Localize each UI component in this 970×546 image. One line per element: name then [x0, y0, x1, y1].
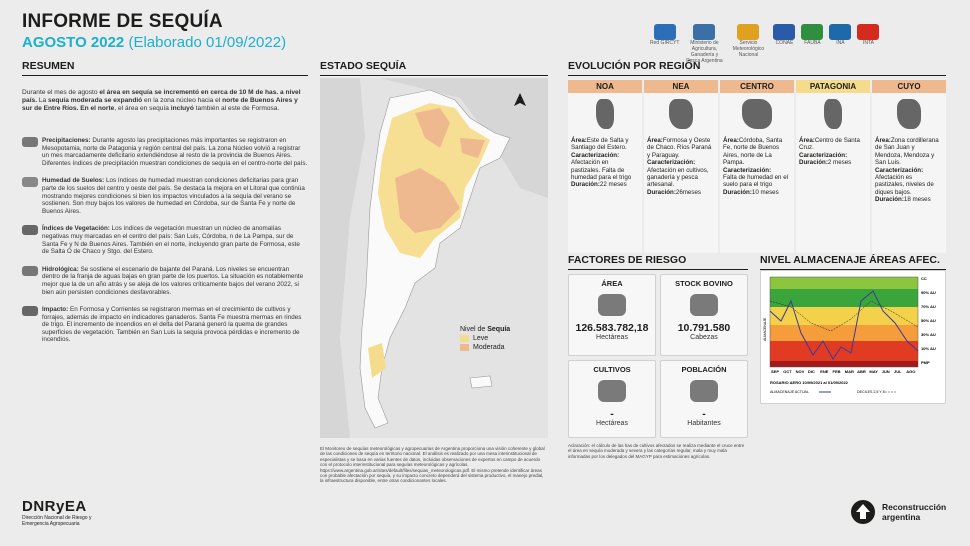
factor-head: CULTIVOS	[593, 365, 631, 374]
reconstruccion-logo	[850, 499, 946, 525]
region-dur-text: 2 meses	[827, 159, 852, 167]
resumen-title: RESUMEN	[22, 60, 308, 76]
cow-icon	[690, 294, 718, 316]
logo-name: Servicio Meteorológico Nacional	[732, 40, 765, 58]
region-details	[720, 135, 794, 253]
region-area-text: Centro de Santa Cruz.	[799, 137, 860, 152]
chart-month-label: MAR	[844, 369, 854, 374]
region-area-text: Formosa y Oeste de Chaco. Ríos Paraná y Paraguay.	[647, 137, 712, 159]
dnryea-logo	[22, 498, 91, 527]
chart-level-label: PMP	[921, 360, 930, 365]
chart-level-label: 50% AU	[921, 318, 936, 323]
resumen-item	[22, 266, 308, 296]
almacenaje-title: NIVEL ALMACENAJE ÁREAS AFEC.	[760, 254, 946, 270]
map-legend	[460, 326, 510, 351]
resumen-item	[22, 225, 308, 255]
partner-logos	[650, 20, 960, 64]
factor-unit: Hectáreas	[596, 420, 628, 427]
region-carac-text: Afectación es pastizales, niveles de diques bajos.	[875, 174, 934, 196]
trees-icon	[598, 294, 626, 316]
region-name: CUYO	[872, 80, 946, 93]
factor-card	[660, 274, 748, 356]
resumen-item-body: Se sostiene el escenario de bajante del Paraná. Los niveles se encuentran dentro de la franja de aguas bajas en gran parte de los puertos. La situación es notablemente mejor que la de un año atrás y se aleja de los valores críticamente bajos del verano 2022, si bien aún persisten condiciones desfavorables.	[42, 265, 304, 296]
region-name: NEA	[644, 80, 718, 93]
drought-map	[320, 78, 548, 438]
chart-month-label: NOV	[795, 369, 805, 374]
legend-item	[460, 335, 510, 342]
soil-icon	[22, 177, 38, 187]
region-dur-label: Duración:	[723, 188, 752, 196]
region-area-label: Área:	[799, 137, 815, 144]
region-cuyo	[872, 80, 946, 253]
region-map-icon	[720, 93, 794, 135]
chart-level-label: 70% AU	[921, 304, 936, 309]
logo-name: INA	[836, 40, 845, 46]
chart-caption: ROSARIO AERO 10/09/2021 al 01/09/2022	[770, 380, 848, 385]
factor-card	[660, 360, 748, 438]
region-details	[644, 135, 718, 253]
resumen-item	[22, 306, 308, 344]
chart-level-label: 10% AU	[921, 346, 936, 351]
legend-item	[460, 344, 510, 351]
region-map-icon	[872, 93, 946, 135]
chart-month-label: MAY	[869, 369, 878, 374]
resumen-item-label: Hidrológica:	[42, 265, 79, 273]
up-arrow-icon	[850, 499, 876, 525]
legend-title: Nivel de Sequía	[460, 326, 511, 333]
chart-level-label: 90% AU	[921, 290, 936, 295]
factor-unit: Habitantes	[687, 420, 721, 427]
region-centro	[720, 80, 794, 253]
resumen-section	[22, 60, 308, 344]
factor-head: ÁREA	[601, 279, 623, 288]
region-carac-text: Falta de humedad en el suelo para el trigo	[723, 174, 789, 189]
logo-mark-icon	[829, 24, 851, 40]
resumen-item	[22, 137, 308, 167]
logo-mark-icon	[801, 24, 823, 40]
page-subtitle: AGOSTO 2022 (Elaborado 01/09/2022)	[22, 34, 287, 51]
chart-month-label: FEB	[832, 369, 841, 374]
region-details	[796, 135, 870, 253]
chart-month-label: SEP	[771, 369, 780, 374]
region-map-icon	[568, 93, 642, 135]
chart-month-label: OCT	[783, 369, 792, 374]
chart-level-label: CC	[921, 276, 927, 281]
legend-label: Moderada	[473, 344, 505, 351]
region-patagonia	[796, 80, 870, 253]
people-icon	[690, 380, 718, 402]
factor-card	[568, 360, 656, 438]
dnryea-brand: DNRyEA	[22, 498, 87, 515]
region-dur-text: 18 meses	[903, 196, 931, 204]
page-title: INFORME DE SEQUÍA	[22, 11, 223, 32]
region-dur-label: Duración:	[875, 196, 904, 204]
resumen-intro: Durante el mes de agosto el área en sequía se incrementó en cerca de 10 M de has. a nivel país. La sequía moderada se expandió en la zona núcleo hacia el norte de Buenos Aires y sur de Entre Ríos. En el norte, el área en sequía incluyó también al este de Formosa.	[22, 89, 301, 112]
region-dur-text: 10 meses	[751, 188, 779, 196]
vegetation-icon	[22, 225, 38, 235]
region-carac-text: Afectación en cultivos, ganadería y pesca artesanal.	[647, 166, 709, 189]
factor-unit: Hectáreas	[596, 334, 628, 341]
region-carac-text: Afectación en pastizales. Falta de humedad para el trigo	[571, 159, 632, 182]
chart-month-label: DIC	[807, 369, 815, 374]
chart-month-label: ENE	[820, 369, 829, 374]
resumen-item-text	[42, 266, 308, 296]
reconstruccion-line1: Reconstrucción	[882, 502, 947, 512]
resumen-item-body: En Formosa y Corrientes se registraron mermas en el crecimiento de cultivos y forrajes, además de impacto en indicadores ganaderos. Santa Fe muestra mermas en rindes de trigo. El incremento de incendios en el delta del Paraná generó la quema de grandes superficies de vegetación. También en San Luis la sequía provoca pérdidas e incremento de incendios.	[42, 306, 302, 344]
resumen-item-body: Los índices de vegetación muestran un núcleo de anomalías negativas muy marcadas en el centro del país: San Luis, Córdoba, n de La Pampa, sur de Santa Fe y N de Buenos Aires. También en el norte, incluyendo gran parte de Formosa, este de Salta O de Chaco y Stgo. del Estero.	[42, 225, 300, 256]
legend-label: Leve	[473, 335, 489, 342]
dnryea-sub2: Emergencia Agropecuaria	[22, 521, 80, 527]
region-dur-label: Duración:	[571, 181, 600, 189]
region-details	[568, 135, 642, 253]
logo-mark-icon	[654, 24, 676, 40]
wheat-icon	[598, 380, 626, 402]
almacenaje-chart-card	[760, 270, 946, 404]
legend-swatch	[460, 335, 469, 342]
factor-head: POBLACIÓN	[681, 365, 727, 374]
legend-swatch	[460, 344, 469, 351]
resumen-item-text	[42, 225, 308, 255]
estado-section	[320, 60, 548, 76]
logo-mark-icon	[773, 24, 795, 40]
almacenaje-chart	[761, 271, 947, 405]
logo-name: Red GIRCYT	[650, 40, 680, 46]
chart-month-label: JUN	[881, 369, 890, 374]
logo-name: CONAE	[775, 40, 794, 46]
resumen-item-label: Precipitaciones:	[42, 137, 91, 144]
chart-ylabel: ALMACENAJE	[763, 317, 767, 341]
resumen-item-text	[42, 137, 308, 167]
resumen-item-body: Durante agosto las precipitaciones más importantes se registraron en Mesopotamia, norte de Patagonia y región central del país. La zona Núcleo volvió a registrar un mes marcadamente deficitario extendiéndose al resto de la provincia de Buenos Aires. Diferentes índices de precipitación muestran condiciones de sequía en el centro-norte del país.	[42, 137, 308, 167]
region-carac-label: Caracterización:	[799, 151, 848, 159]
partner-logo	[829, 24, 851, 46]
region-name: NOA	[568, 80, 642, 93]
region-carac-label: Caracterización:	[875, 166, 924, 174]
methodology-footnote: El Monitoreo de sequías meteorológicas y agropecuarias de Argentina proporciona una visión coherente y global de las condiciones de sequía en territorio nacional. El análisis es realizado por una mesa interinstitucional de especialistas y se basa en varias fuentes de datos, incluidas observaciones de expertos en campo de acuerdo con el protocolo interinstitucional para seguías meteorológicas y agrícolas. https://www.argentina.gob.ar/sites/default/files/sequias_meteorologicas.pdf. El mismo pretende identificar áreas con probable afectación por sequía, y su impacto concreto dependerá del sistema productivo, el manejo predial, la infraestructura disponible, entre otras condicionantes locales.	[320, 446, 545, 484]
resumen-item-text	[42, 306, 308, 344]
region-carac-label: Caracterización:	[723, 166, 772, 174]
legend-deciles-label: DECILES 2,5 Y 8	[857, 390, 885, 394]
factor-value: -	[610, 408, 614, 420]
factor-value: -	[702, 408, 706, 420]
partner-logo	[685, 24, 723, 64]
region-nea	[644, 80, 718, 253]
logo-name: Ministerio de Agricultura, Ganadería y Pesca Argentina	[686, 40, 723, 64]
logo-mark-icon	[857, 24, 879, 40]
factor-unit: Cabezas	[690, 334, 718, 341]
estado-title: ESTADO SEQUÍA	[320, 60, 548, 76]
dnryea-sub1: Dirección Nacional de Riesgo y	[22, 515, 92, 521]
region-details	[872, 135, 946, 253]
factores-note: Aclaración: el cálculo de las has de cultivos afectados se realiza mediante el cruce entre el área en sequía moderada y severa y las categorías regular, mala y muy mala informadas por los delegados del MAGYP para estimaciones agrícolas.	[568, 443, 745, 459]
region-map-icon	[644, 93, 718, 135]
chart-month-label: JUL	[894, 369, 902, 374]
partner-logo	[857, 24, 879, 46]
region-dur-text: 22 meses	[599, 181, 627, 189]
partner-logo	[650, 24, 679, 46]
region-area-text: Córdoba, Santa Fe, norte de Buenos Aires, norte de La Pampa.	[723, 137, 783, 167]
region-map-icon	[796, 93, 870, 135]
partner-logo	[729, 24, 767, 58]
region-dur-label: Duración:	[799, 159, 828, 167]
logo-mark-icon	[737, 24, 759, 40]
chart-month-label: ABR	[857, 369, 866, 374]
resumen-item-label: Humedad de Suelos:	[42, 177, 105, 185]
water-icon	[22, 266, 38, 276]
resumen-item-label: Índices de Vegetación:	[42, 225, 110, 233]
region-area-text: Este de Salta y Santiago del Estero.	[571, 137, 629, 152]
region-carac-label: Caracterización:	[571, 151, 620, 159]
resumen-item-body: Los índices de humedad muestran condiciones deficitarias para gran parte de los suelos del centro y oeste del país. Se destaca la mejora en el Litoral que continúa mostrando mejores condiciones si bien los impactos vinculados a la sequía del verano se sostienen. Son muy bajos los valores de humedad en Córdoba, sur de Santa Fe y norte de Buenos Aires.	[42, 177, 305, 215]
region-area-label: Área:	[571, 137, 587, 144]
factor-value: 126.583.782,18	[575, 322, 649, 334]
region-noa	[568, 80, 642, 253]
almacenaje-section	[760, 254, 946, 270]
partner-logo	[801, 24, 823, 46]
factor-head: STOCK BOVINO	[675, 279, 733, 288]
reconstruccion-line2: argentina	[882, 512, 921, 522]
region-name: PATAGONIA	[796, 80, 870, 93]
resumen-item-label: Impacto:	[42, 306, 69, 314]
logo-mark-icon	[693, 24, 715, 40]
region-area-label: Área:	[723, 137, 739, 144]
region-dur-label: Duración:	[647, 188, 676, 196]
factores-section	[568, 254, 748, 459]
chart-month-label: AGO	[906, 369, 916, 374]
impact-icon	[22, 306, 38, 316]
chart-level-label: 30% AU	[921, 332, 936, 337]
region-area-text: Zona cordillerana de San Juan y Mendoza, Mendoza y San Luis.	[875, 137, 939, 167]
region-area-label: Área:	[647, 137, 663, 144]
region-carac-label: Caracterización:	[647, 159, 696, 167]
region-area-label: Área:	[875, 137, 891, 144]
partner-logo	[773, 24, 795, 46]
logo-name: INTA	[862, 40, 874, 46]
evolucion-title: EVOLUCIÓN POR REGIÓN	[568, 60, 946, 76]
factores-title: FACTORES DE RIESGO	[568, 254, 748, 270]
factor-value: 10.791.580	[677, 322, 731, 334]
region-name: CENTRO	[720, 80, 794, 93]
logo-name: FAUBA	[804, 40, 821, 46]
factor-card	[568, 274, 656, 356]
legend-actual-label: ALMACENAJE ACTUAL	[770, 390, 809, 394]
region-dur-text: 26meses	[675, 188, 701, 196]
resumen-item-text	[42, 177, 308, 215]
rain-cloud-icon	[22, 137, 38, 147]
resumen-item	[22, 177, 308, 215]
evolucion-section	[568, 60, 946, 253]
